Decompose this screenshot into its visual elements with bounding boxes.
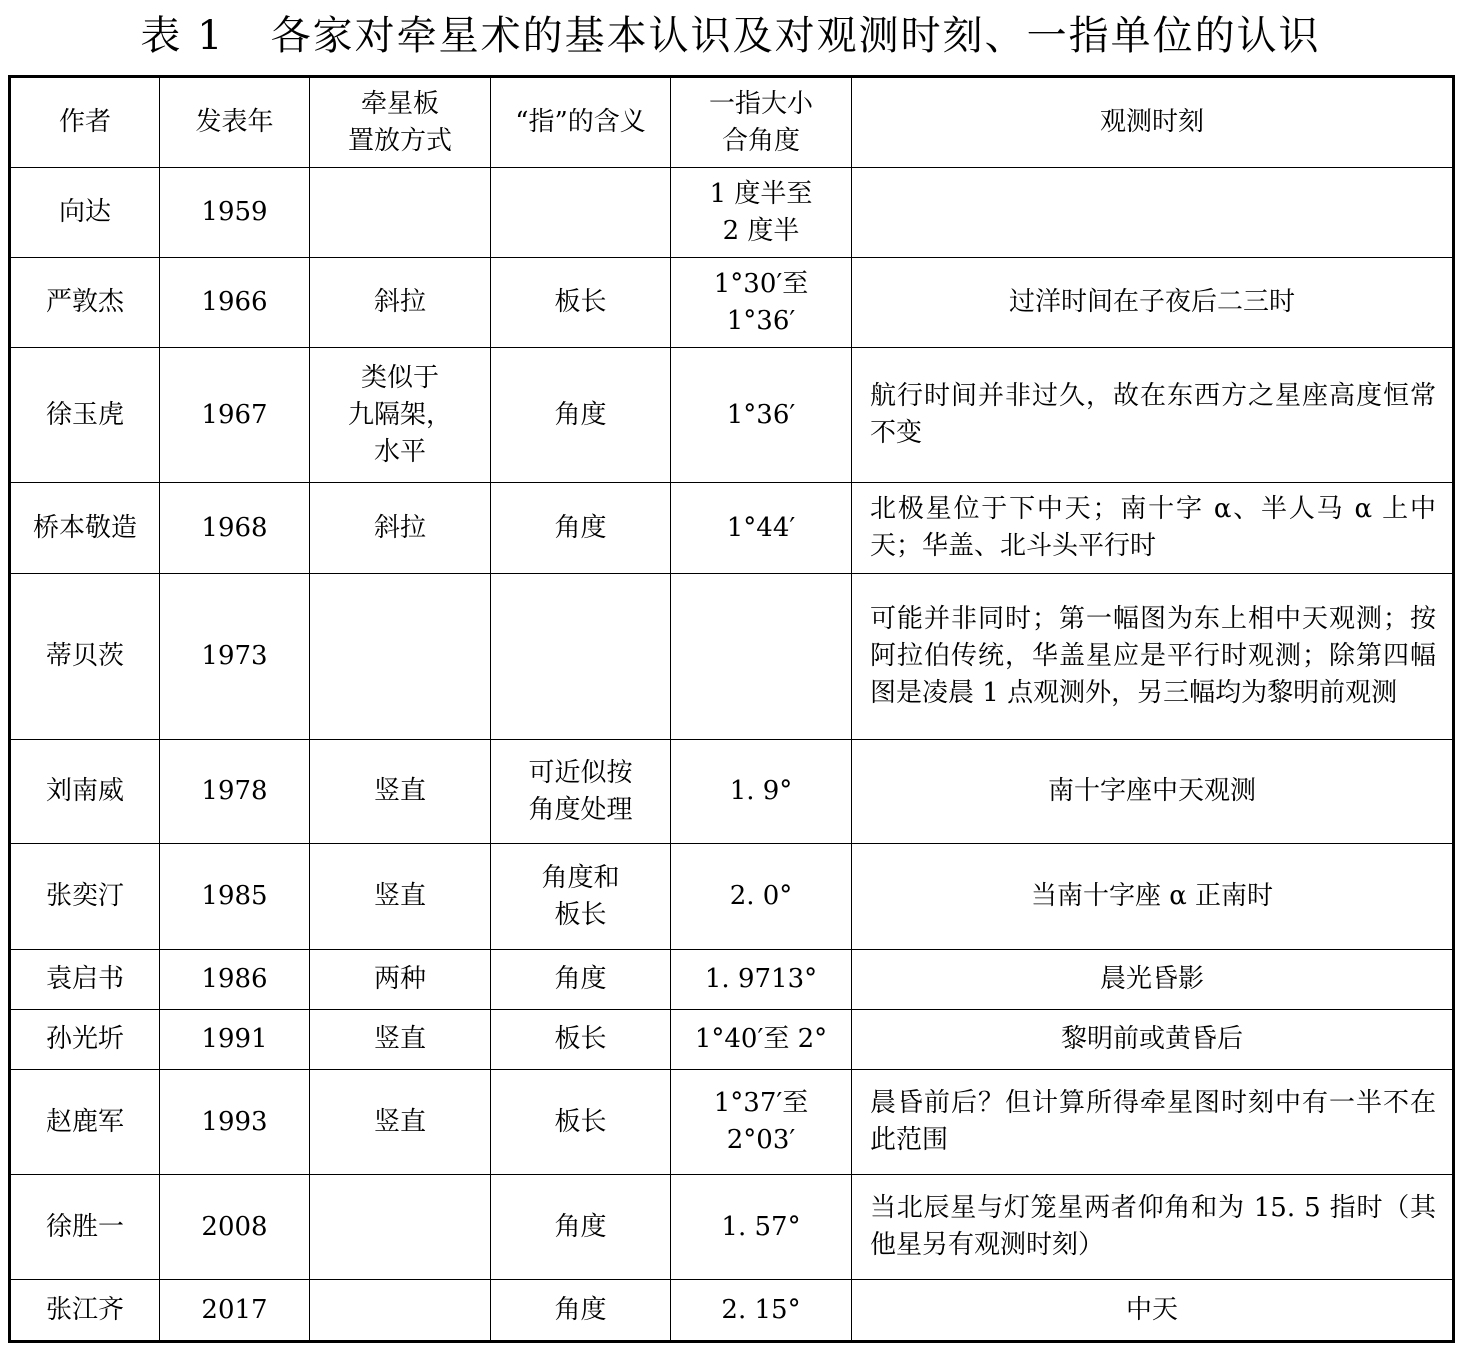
- table-row: [10, 950, 1454, 1010]
- cell-year: 1985: [160, 844, 310, 950]
- cell-finger-angle: 1 度半至 2 度半: [671, 168, 852, 258]
- cell-placement: 竖直: [310, 740, 491, 844]
- table-row: [10, 1280, 1454, 1342]
- cell-author: 徐胜一: [10, 1175, 160, 1280]
- header-author: 作者: [10, 77, 160, 168]
- cell-meaning: 板长: [491, 1010, 671, 1070]
- cell-observation: 黎明前或黄昏后: [852, 1010, 1454, 1070]
- table-row: [10, 168, 1454, 258]
- cell-year: 1973: [160, 574, 310, 740]
- cell-observation: 可能并非同时；第一幅图为东上相中天观测；按阿拉伯传统，华盖星应是平行时观测；除第四幅图是凌晨 1 点观测外，另三幅均为黎明前观测: [852, 574, 1454, 740]
- header-row: [10, 77, 1454, 168]
- cell-observation: 北极星位于下中天；南十字 α、半人马 α 上中天；华盖、北斗头平行时: [852, 483, 1454, 574]
- cell-year: 1993: [160, 1070, 310, 1175]
- header-finger-angle: 一指大小 合角度: [671, 77, 852, 168]
- table-title: 各家对牵星术的基本认识及对观测时刻、一指单位的认识: [270, 13, 1321, 59]
- cell-finger-angle: 1. 9°: [671, 740, 852, 844]
- header-year: 发表年: [160, 77, 310, 168]
- table-row: [10, 844, 1454, 950]
- cell-meaning: 角度和 板长: [491, 844, 671, 950]
- cell-meaning: 角度: [491, 950, 671, 1010]
- cell-observation: 当北辰星与灯笼星两者仰角和为 15. 5 指时（其他星另有观测时刻）: [852, 1175, 1454, 1280]
- header-placement: 牵星板 置放方式: [310, 77, 491, 168]
- cell-meaning: 角度: [491, 483, 671, 574]
- cell-placement: 斜拉: [310, 483, 491, 574]
- cell-placement: 两种: [310, 950, 491, 1010]
- cell-meaning: 板长: [491, 258, 671, 348]
- data-table: [8, 75, 1455, 1343]
- cell-author: 赵鹿军: [10, 1070, 160, 1175]
- cell-finger-angle: 2. 0°: [671, 844, 852, 950]
- table-row: [10, 483, 1454, 574]
- cell-placement: [310, 1175, 491, 1280]
- cell-author: 孙光圻: [10, 1010, 160, 1070]
- cell-year: 1991: [160, 1010, 310, 1070]
- cell-finger-angle: 1°40′至 2°: [671, 1010, 852, 1070]
- cell-placement: 竖直: [310, 1070, 491, 1175]
- cell-observation: 当南十字座 α 正南时: [852, 844, 1454, 950]
- cell-meaning: 角度: [491, 348, 671, 483]
- table-row: [10, 1070, 1454, 1175]
- cell-observation: 航行时间并非过久，故在东西方之星座高度恒常不变: [852, 348, 1454, 483]
- cell-finger-angle: 1°30′至 1°36′: [671, 258, 852, 348]
- cell-placement: 斜拉: [310, 258, 491, 348]
- table-caption: [0, 6, 1461, 66]
- table-row: [10, 740, 1454, 844]
- cell-finger-angle: 1. 57°: [671, 1175, 852, 1280]
- cell-author: 刘南威: [10, 740, 160, 844]
- header-observation-time: 观测时刻: [852, 77, 1454, 168]
- cell-finger-angle: 1°44′: [671, 483, 852, 574]
- cell-finger-angle: [671, 574, 852, 740]
- cell-author: 张江齐: [10, 1280, 160, 1342]
- table-row: [10, 574, 1454, 740]
- cell-year: 1986: [160, 950, 310, 1010]
- cell-meaning: [491, 574, 671, 740]
- cell-meaning: [491, 168, 671, 258]
- cell-observation: 中天: [852, 1280, 1454, 1342]
- cell-year: 2017: [160, 1280, 310, 1342]
- cell-author: 桥本敬造: [10, 483, 160, 574]
- cell-observation: 过洋时间在子夜后二三时: [852, 258, 1454, 348]
- table-row: [10, 1175, 1454, 1280]
- cell-observation: [852, 168, 1454, 258]
- cell-observation: 晨昏前后？但计算所得牵星图时刻中有一半不在此范围: [852, 1070, 1454, 1175]
- cell-finger-angle: 1°36′: [671, 348, 852, 483]
- cell-placement: [310, 574, 491, 740]
- cell-placement: 竖直: [310, 1010, 491, 1070]
- cell-author: 徐玉虎: [10, 348, 160, 483]
- cell-meaning: 角度: [491, 1280, 671, 1342]
- cell-finger-angle: 1. 9713°: [671, 950, 852, 1010]
- cell-finger-angle: 1°37′至 2°03′: [671, 1070, 852, 1175]
- cell-year: 1968: [160, 483, 310, 574]
- cell-author: 袁启书: [10, 950, 160, 1010]
- cell-year: 1978: [160, 740, 310, 844]
- cell-year: 2008: [160, 1175, 310, 1280]
- cell-observation: 晨光昏影: [852, 950, 1454, 1010]
- cell-author: 张奕汀: [10, 844, 160, 950]
- header-meaning: “指”的含义: [491, 77, 671, 168]
- cell-author: 严敦杰: [10, 258, 160, 348]
- cell-finger-angle: 2. 15°: [671, 1280, 852, 1342]
- table-label: 表 1: [140, 13, 225, 59]
- cell-placement: [310, 1280, 491, 1342]
- cell-placement: [310, 168, 491, 258]
- cell-author: 蒂贝茨: [10, 574, 160, 740]
- cell-meaning: 可近似按 角度处理: [491, 740, 671, 844]
- cell-placement: 类似于 九隔架， 水平: [310, 348, 491, 483]
- table-row: [10, 258, 1454, 348]
- cell-year: 1967: [160, 348, 310, 483]
- cell-author: 向达: [10, 168, 160, 258]
- cell-year: 1966: [160, 258, 310, 348]
- cell-year: 1959: [160, 168, 310, 258]
- cell-meaning: 板长: [491, 1070, 671, 1175]
- table-row: [10, 1010, 1454, 1070]
- cell-meaning: 角度: [491, 1175, 671, 1280]
- cell-observation: 南十字座中天观测: [852, 740, 1454, 844]
- cell-placement: 竖直: [310, 844, 491, 950]
- table-row: [10, 348, 1454, 483]
